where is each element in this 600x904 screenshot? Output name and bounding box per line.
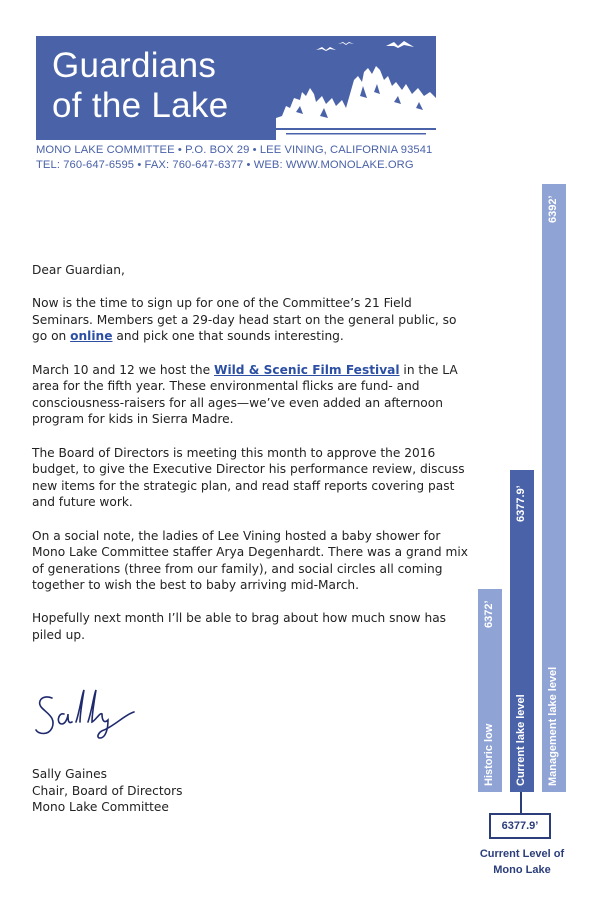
paragraph-text: in the LA area for the fifth year. These environmental flicks are fund- and consciousness-raisers for all ages—we’ve even added an afternoon program for kids in Sierra Madre. — [32, 362, 458, 427]
letter-body — [32, 262, 474, 660]
paragraph-film-festival — [32, 362, 474, 428]
paragraph-social: On a social note, the ladies of Lee Vining hosted a baby shower for Mono Lake Committee staffer Arya Degenhardt. There was a grand mix of generations (three from our family), and social circles all coming together to wish the best to baby arriving mid-March. — [32, 528, 468, 593]
signer-name: Sally Gaines — [32, 767, 107, 781]
handwritten-signature — [34, 684, 164, 744]
address-line-2: TEL: 760-647-6595 • FAX: 760-647-6377 • WEB: WWW.MONOLAKE.ORG — [36, 159, 414, 171]
address-line-1: MONO LAKE COMMITTEE • P.O. BOX 29 • LEE VINING, CALIFORNIA 93541 — [36, 144, 433, 156]
bar-value-label: 6392’ — [547, 194, 559, 223]
header-banner — [36, 36, 436, 140]
signer-org: Mono Lake Committee — [32, 800, 169, 815]
bar-category-label: Management lake level — [547, 666, 559, 786]
paragraph-board: The Board of Directors is meeting this month to approve the 2016 budget, to give the Executive Director his performance review, discuss new items for the strategic plan, and read staff reports covering past and future work. — [32, 445, 465, 510]
bar-value-label: 6372’ — [483, 599, 495, 628]
paragraph-text: March 10 and 12 we host the — [32, 362, 214, 377]
paragraph-text: and pick one that sounds interesting. — [112, 329, 344, 344]
signer-title: Chair, Board of Directors — [32, 783, 183, 798]
bar-category-label: Historic low — [483, 723, 495, 786]
signature-block — [32, 766, 182, 816]
online-link[interactable]: online — [70, 329, 113, 344]
film-festival-link[interactable]: Wild & Scenic Film Festival — [214, 362, 400, 377]
banner-title: Guardians of the Lake — [52, 46, 229, 125]
address-block — [36, 143, 440, 173]
bar-category-label: Current lake level — [515, 694, 527, 786]
paragraph-snow: Hopefully next month I’ll be able to brag about how much snow has piled up. — [32, 611, 447, 643]
paragraph-field-seminars — [32, 295, 474, 345]
current-level-box: 6377.9’ — [489, 813, 551, 839]
bar-value-label: 6377.9’ — [515, 484, 527, 522]
current-level-connector — [520, 792, 522, 814]
tufa-lake-illustration — [276, 36, 436, 140]
greeting: Dear Guardian, — [32, 263, 125, 277]
paragraph-text: Now is the time to sign up for one of the Committee’s 21 Field Seminars. Members get a 29-day head start on the general public, so go on — [32, 296, 457, 344]
current-level-caption: Current Level of Mono Lake — [479, 848, 565, 876]
